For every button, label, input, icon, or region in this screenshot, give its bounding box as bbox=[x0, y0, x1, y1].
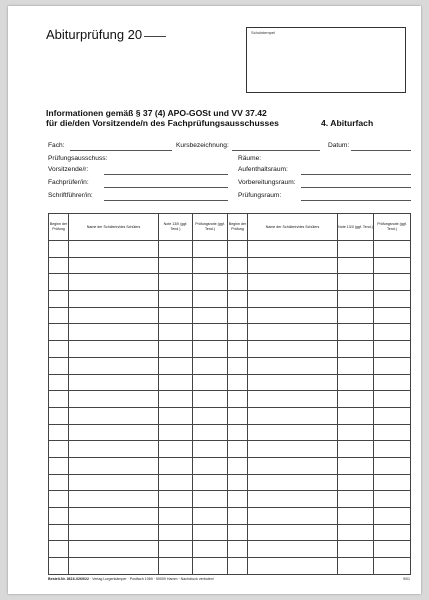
table-cell[interactable] bbox=[338, 341, 374, 358]
table-cell[interactable] bbox=[193, 307, 228, 324]
table-cell[interactable] bbox=[374, 341, 411, 358]
table-cell[interactable] bbox=[193, 374, 228, 391]
table-cell[interactable] bbox=[159, 241, 193, 258]
table-cell[interactable] bbox=[248, 324, 338, 341]
table-row bbox=[49, 441, 411, 458]
form-sheet bbox=[8, 6, 421, 594]
table-cell[interactable] bbox=[338, 424, 374, 441]
vorbereitung-line[interactable] bbox=[301, 187, 411, 188]
table-cell[interactable] bbox=[338, 257, 374, 274]
table-cell[interactable] bbox=[338, 307, 374, 324]
form-title bbox=[46, 27, 166, 42]
table-cell[interactable] bbox=[69, 274, 159, 291]
table-cell[interactable] bbox=[49, 357, 69, 374]
school-stamp-label: Schulstempel bbox=[251, 30, 276, 35]
table-cell[interactable] bbox=[338, 357, 374, 374]
table-row bbox=[49, 541, 411, 558]
table-cell[interactable] bbox=[193, 291, 228, 308]
table-cell[interactable] bbox=[159, 307, 193, 324]
table-cell[interactable] bbox=[69, 241, 159, 258]
table-cell[interactable] bbox=[374, 457, 411, 474]
table-cell[interactable] bbox=[338, 441, 374, 458]
table-cell[interactable] bbox=[248, 541, 338, 558]
table-row bbox=[49, 558, 411, 575]
table-row bbox=[49, 491, 411, 508]
table-row bbox=[49, 508, 411, 525]
table-cell[interactable] bbox=[159, 424, 193, 441]
table-cell[interactable] bbox=[374, 257, 411, 274]
table-cell[interactable] bbox=[374, 424, 411, 441]
table-cell[interactable] bbox=[159, 441, 193, 458]
table-cell[interactable] bbox=[338, 558, 374, 575]
table-cell[interactable] bbox=[248, 241, 338, 258]
table-cell[interactable] bbox=[193, 391, 228, 408]
table-cell[interactable] bbox=[159, 558, 193, 575]
table-cell[interactable] bbox=[49, 374, 69, 391]
datum-label: Datum: bbox=[328, 142, 350, 149]
table-row bbox=[49, 307, 411, 324]
table-cell[interactable] bbox=[228, 524, 248, 541]
school-stamp-box bbox=[246, 27, 406, 93]
table-cell[interactable] bbox=[248, 307, 338, 324]
table-cell[interactable] bbox=[228, 491, 248, 508]
fach-line[interactable] bbox=[70, 150, 172, 151]
ausschuss-label: Prüfungsausschuss: bbox=[48, 155, 108, 162]
table-cell[interactable] bbox=[159, 508, 193, 525]
table-cell[interactable] bbox=[374, 491, 411, 508]
table-row bbox=[49, 407, 411, 424]
table-row bbox=[49, 324, 411, 341]
table-cell[interactable] bbox=[248, 491, 338, 508]
table-cell[interactable] bbox=[248, 474, 338, 491]
table-cell[interactable] bbox=[69, 324, 159, 341]
table-cell[interactable] bbox=[228, 324, 248, 341]
table-cell[interactable] bbox=[228, 407, 248, 424]
fachpruefer-line[interactable] bbox=[104, 187, 228, 188]
table-row bbox=[49, 391, 411, 408]
table-cell[interactable] bbox=[374, 391, 411, 408]
table-cell[interactable] bbox=[338, 241, 374, 258]
table-cell[interactable] bbox=[69, 558, 159, 575]
table-cell[interactable] bbox=[49, 524, 69, 541]
table-cell[interactable] bbox=[248, 391, 338, 408]
table-cell[interactable] bbox=[228, 241, 248, 258]
kurs-label: Kursbezeichnung: bbox=[176, 142, 229, 149]
table-row bbox=[49, 524, 411, 541]
table-cell[interactable] bbox=[49, 324, 69, 341]
table-cell[interactable] bbox=[69, 307, 159, 324]
table-cell[interactable] bbox=[49, 558, 69, 575]
header-beginn: Beginn der Prüfung bbox=[228, 214, 248, 241]
fach-label: Fach: bbox=[48, 142, 65, 149]
table-cell[interactable] bbox=[159, 324, 193, 341]
header-note: Note 13/II (ggf. Tend.) bbox=[159, 214, 193, 241]
table-cell[interactable] bbox=[69, 457, 159, 474]
footer-order bbox=[48, 577, 214, 581]
table-cell[interactable] bbox=[228, 558, 248, 575]
table-cell[interactable] bbox=[49, 474, 69, 491]
table-cell[interactable] bbox=[193, 324, 228, 341]
table-cell[interactable] bbox=[374, 524, 411, 541]
header-ergebnis: Prüfungsnote (ggf. Tend.) bbox=[193, 214, 228, 241]
pruefungsraum-label: Prüfungsraum: bbox=[238, 192, 282, 199]
table-cell[interactable] bbox=[49, 541, 69, 558]
table-cell[interactable] bbox=[159, 341, 193, 358]
table-cell[interactable] bbox=[248, 291, 338, 308]
table-cell[interactable] bbox=[49, 307, 69, 324]
table-cell[interactable] bbox=[69, 491, 159, 508]
table-cell[interactable] bbox=[248, 457, 338, 474]
table-cell[interactable] bbox=[228, 374, 248, 391]
table-row bbox=[49, 357, 411, 374]
table-cell[interactable] bbox=[193, 241, 228, 258]
table-cell[interactable] bbox=[248, 441, 338, 458]
datum-line[interactable] bbox=[351, 150, 411, 151]
table-header-row bbox=[49, 214, 411, 241]
table-cell[interactable] bbox=[374, 441, 411, 458]
table-cell[interactable] bbox=[159, 457, 193, 474]
table-cell[interactable] bbox=[248, 424, 338, 441]
table-cell[interactable] bbox=[228, 424, 248, 441]
table-cell[interactable] bbox=[374, 324, 411, 341]
table-cell[interactable] bbox=[49, 508, 69, 525]
table-cell[interactable] bbox=[374, 474, 411, 491]
table-cell[interactable] bbox=[374, 508, 411, 525]
table-cell[interactable] bbox=[159, 391, 193, 408]
table-cell[interactable] bbox=[338, 291, 374, 308]
table-cell[interactable] bbox=[248, 558, 338, 575]
table-cell[interactable] bbox=[338, 491, 374, 508]
table-cell[interactable] bbox=[338, 374, 374, 391]
table-cell[interactable] bbox=[49, 391, 69, 408]
table-cell[interactable] bbox=[338, 391, 374, 408]
table-cell[interactable] bbox=[49, 491, 69, 508]
info-heading-line1: Informationen gemäß § 37 (4) APO-GOSt und VV 37.42 bbox=[46, 108, 267, 118]
table-cell[interactable] bbox=[159, 374, 193, 391]
table-cell[interactable] bbox=[248, 257, 338, 274]
table-row bbox=[49, 474, 411, 491]
table-cell[interactable] bbox=[69, 441, 159, 458]
table-cell[interactable] bbox=[228, 457, 248, 474]
table-cell[interactable] bbox=[193, 424, 228, 441]
fachpruefer-label: Fachprüfer/in: bbox=[48, 179, 89, 186]
table-cell[interactable] bbox=[49, 241, 69, 258]
schrift-line[interactable] bbox=[104, 200, 228, 201]
table-row bbox=[49, 374, 411, 391]
table-cell[interactable] bbox=[69, 291, 159, 308]
form-title-text: Abiturprüfung 20 bbox=[46, 27, 143, 42]
table-cell[interactable] bbox=[69, 341, 159, 358]
table-cell[interactable] bbox=[159, 407, 193, 424]
table-cell[interactable] bbox=[159, 274, 193, 291]
table-cell[interactable] bbox=[49, 441, 69, 458]
header-name: Name der Schülerin/des Schülers bbox=[248, 214, 338, 241]
subject-number: 4. Abiturfach bbox=[321, 118, 374, 128]
table-cell[interactable] bbox=[69, 424, 159, 441]
table-cell[interactable] bbox=[248, 524, 338, 541]
table-cell[interactable] bbox=[374, 374, 411, 391]
aufenthalt-label: Aufenthaltsraum: bbox=[238, 166, 288, 173]
table-cell[interactable] bbox=[193, 558, 228, 575]
table-row bbox=[49, 424, 411, 441]
table-cell[interactable] bbox=[159, 357, 193, 374]
exam-table bbox=[48, 213, 411, 575]
table-cell[interactable] bbox=[248, 374, 338, 391]
table-cell[interactable] bbox=[228, 441, 248, 458]
footer-order-number: Bestell-Nr. 8616-0269/22 bbox=[48, 577, 89, 581]
table-cell[interactable] bbox=[193, 274, 228, 291]
table-cell[interactable] bbox=[69, 541, 159, 558]
table-cell[interactable] bbox=[374, 407, 411, 424]
table-cell[interactable] bbox=[49, 424, 69, 441]
header-beginn: Beginn der Prüfung bbox=[49, 214, 69, 241]
table-cell[interactable] bbox=[159, 524, 193, 541]
vorbereitung-label: Vorbereitungsraum: bbox=[238, 179, 296, 186]
table-cell[interactable] bbox=[69, 391, 159, 408]
vorsitz-label: Vorsitzende/r: bbox=[48, 166, 89, 173]
info-heading bbox=[46, 108, 279, 128]
table-cell[interactable] bbox=[248, 274, 338, 291]
table-cell[interactable] bbox=[374, 558, 411, 575]
table-cell[interactable] bbox=[248, 341, 338, 358]
pruefungsraum-line[interactable] bbox=[301, 200, 411, 201]
table-cell[interactable] bbox=[228, 508, 248, 525]
table-row bbox=[49, 241, 411, 258]
table-cell[interactable] bbox=[374, 274, 411, 291]
table-cell[interactable] bbox=[374, 241, 411, 258]
table-cell[interactable] bbox=[374, 541, 411, 558]
table-cell[interactable] bbox=[228, 291, 248, 308]
table-cell[interactable] bbox=[159, 541, 193, 558]
table-cell[interactable] bbox=[248, 357, 338, 374]
table-cell[interactable] bbox=[193, 257, 228, 274]
raeume-label: Räume: bbox=[238, 155, 262, 162]
table-row bbox=[49, 274, 411, 291]
table-cell[interactable] bbox=[374, 357, 411, 374]
table-cell[interactable] bbox=[228, 474, 248, 491]
info-heading-line2: für die/den Vorsitzende/n des Fachprüfungsausschusses bbox=[46, 118, 279, 128]
footer-publisher: · Verlag Lurgenkämper · Postfach 1069 · 59009 Hamm · Nachdruck verboten! bbox=[89, 577, 214, 581]
table-cell[interactable] bbox=[248, 508, 338, 525]
header-note: Note 13/II (ggf. Tend.) bbox=[338, 214, 374, 241]
table-cell[interactable] bbox=[338, 274, 374, 291]
table-cell[interactable] bbox=[338, 541, 374, 558]
table-cell[interactable] bbox=[374, 291, 411, 308]
table-cell[interactable] bbox=[193, 541, 228, 558]
table-cell[interactable] bbox=[193, 474, 228, 491]
table-cell[interactable] bbox=[69, 508, 159, 525]
table-cell[interactable] bbox=[159, 257, 193, 274]
table-cell[interactable] bbox=[228, 307, 248, 324]
table-row bbox=[49, 257, 411, 274]
table-cell[interactable] bbox=[338, 474, 374, 491]
table-cell[interactable] bbox=[228, 274, 248, 291]
table-cell[interactable] bbox=[69, 374, 159, 391]
kurs-line[interactable] bbox=[232, 150, 320, 151]
table-cell[interactable] bbox=[338, 524, 374, 541]
table-cell[interactable] bbox=[69, 524, 159, 541]
table-cell[interactable] bbox=[159, 491, 193, 508]
table-cell[interactable] bbox=[69, 257, 159, 274]
table-cell[interactable] bbox=[338, 457, 374, 474]
vorsitz-line[interactable] bbox=[104, 174, 228, 175]
table-cell[interactable] bbox=[228, 357, 248, 374]
table-row bbox=[49, 457, 411, 474]
table-cell[interactable] bbox=[193, 524, 228, 541]
header-name: Name der Schülerin/des Schülers bbox=[69, 214, 159, 241]
table-cell[interactable] bbox=[69, 407, 159, 424]
table-cell[interactable] bbox=[49, 274, 69, 291]
table-row bbox=[49, 291, 411, 308]
table-cell[interactable] bbox=[193, 341, 228, 358]
table-cell[interactable] bbox=[49, 291, 69, 308]
table-cell[interactable] bbox=[248, 407, 338, 424]
table-cell[interactable] bbox=[69, 357, 159, 374]
table-cell[interactable] bbox=[49, 407, 69, 424]
aufenthalt-line[interactable] bbox=[301, 174, 411, 175]
table-cell[interactable] bbox=[159, 291, 193, 308]
table-cell[interactable] bbox=[49, 457, 69, 474]
table-cell[interactable] bbox=[228, 341, 248, 358]
table-cell[interactable] bbox=[338, 508, 374, 525]
table-cell[interactable] bbox=[193, 357, 228, 374]
table-cell[interactable] bbox=[228, 391, 248, 408]
table-row bbox=[49, 341, 411, 358]
footer-code: 9/01 bbox=[403, 577, 410, 581]
header-ergebnis: Prüfungsnote (ggf. Tend.) bbox=[374, 214, 411, 241]
table-cell[interactable] bbox=[69, 474, 159, 491]
table-cell[interactable] bbox=[338, 324, 374, 341]
table-cell[interactable] bbox=[49, 257, 69, 274]
year-blank[interactable] bbox=[144, 36, 166, 37]
table-cell[interactable] bbox=[193, 508, 228, 525]
table-cell[interactable] bbox=[193, 457, 228, 474]
table-cell[interactable] bbox=[228, 541, 248, 558]
table-cell[interactable] bbox=[159, 474, 193, 491]
table-cell[interactable] bbox=[374, 307, 411, 324]
schrift-label: Schriftführer/in: bbox=[48, 192, 93, 199]
table-cell[interactable] bbox=[228, 257, 248, 274]
table-cell[interactable] bbox=[193, 441, 228, 458]
table-cell[interactable] bbox=[193, 407, 228, 424]
table-cell[interactable] bbox=[338, 407, 374, 424]
table-cell[interactable] bbox=[193, 491, 228, 508]
table-cell[interactable] bbox=[49, 341, 69, 358]
